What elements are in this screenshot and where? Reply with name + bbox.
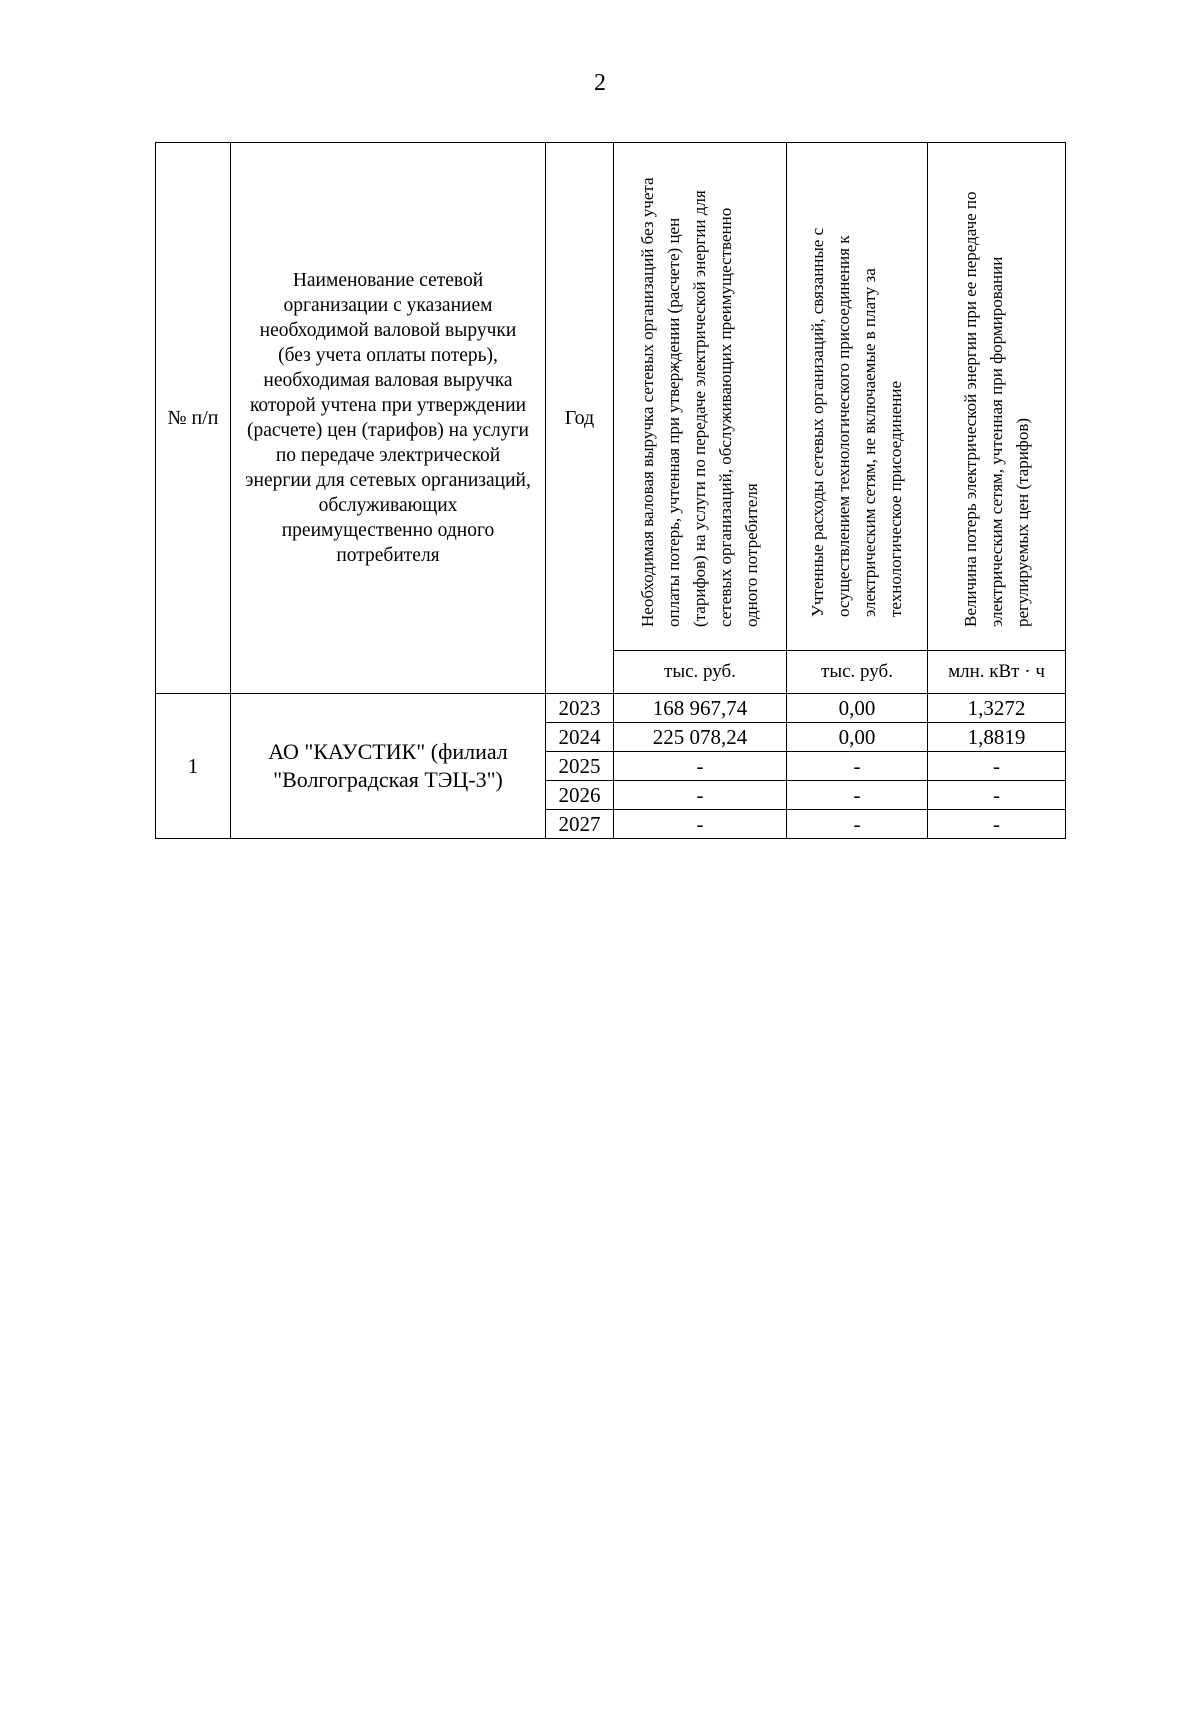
tariff-table	[155, 142, 1066, 839]
unit-nvv: тыс. руб.	[614, 651, 787, 694]
losses-cell: 1,8819	[928, 723, 1066, 752]
year-cell: 2023	[546, 694, 614, 723]
nvv-cell: -	[614, 781, 787, 810]
nvv-cell: 168 967,74	[614, 694, 787, 723]
nvv-cell: -	[614, 752, 787, 781]
header-expenses-cell	[787, 143, 928, 651]
losses-cell: 1,3272	[928, 694, 1066, 723]
year-cell: 2025	[546, 752, 614, 781]
expenses-cell: 0,00	[787, 694, 928, 723]
year-cell: 2024	[546, 723, 614, 752]
nvv-cell: -	[614, 810, 787, 839]
unit-losses: млн. кВт · ч	[928, 651, 1066, 694]
losses-cell: -	[928, 781, 1066, 810]
header-year: Год	[546, 143, 614, 694]
table-row	[156, 694, 1066, 723]
unit-expenses: тыс. руб.	[787, 651, 928, 694]
year-cell: 2027	[546, 810, 614, 839]
expenses-cell: -	[787, 752, 928, 781]
header-nvv: Необходимая валовая выручка сетевых организаций без учета оплаты потерь, учтенная при утверждении (расчете) цен (тарифов) на услуги по передаче электрической энергии для сетевых организаций, обслуживающих преимущественно одного потребителя	[638, 176, 761, 627]
losses-cell: -	[928, 752, 1066, 781]
header-nvv-cell	[614, 143, 787, 651]
page-number: 2	[594, 70, 606, 96]
header-row	[156, 143, 1066, 651]
expenses-cell: -	[787, 781, 928, 810]
expenses-cell: -	[787, 810, 928, 839]
expenses-cell: 0,00	[787, 723, 928, 752]
row-number: 1	[156, 694, 231, 839]
header-losses-cell	[928, 143, 1066, 651]
header-number: № п/п	[156, 143, 231, 694]
header-expenses: Учтенные расходы сетевых организаций, связанные с осуществлением технологического присоединения к электрическим сетям, не включаемые в плату за технологическое присоединение	[808, 227, 905, 617]
nvv-cell: 225 078,24	[614, 723, 787, 752]
header-organization-name: Наименование сетевой организации с указанием необходимой валовой выручки (без учета оплаты потерь), необходимая валовая выручка которой учтена при утверждении (расчете) цен (тарифов) на услуги по передаче электрической энергии для сетевых организаций, обслуживающих преимущественно одного потребителя	[231, 143, 546, 694]
year-cell: 2026	[546, 781, 614, 810]
losses-cell: -	[928, 810, 1066, 839]
organization-name: АО "КАУСТИК" (филиал "Волгоградская ТЭЦ-3")	[231, 694, 546, 839]
header-losses: Величина потерь электрической энергии при ее передаче по электрическим сетям, учтенная при формировании регулируемых цен (тарифов)	[960, 190, 1032, 627]
